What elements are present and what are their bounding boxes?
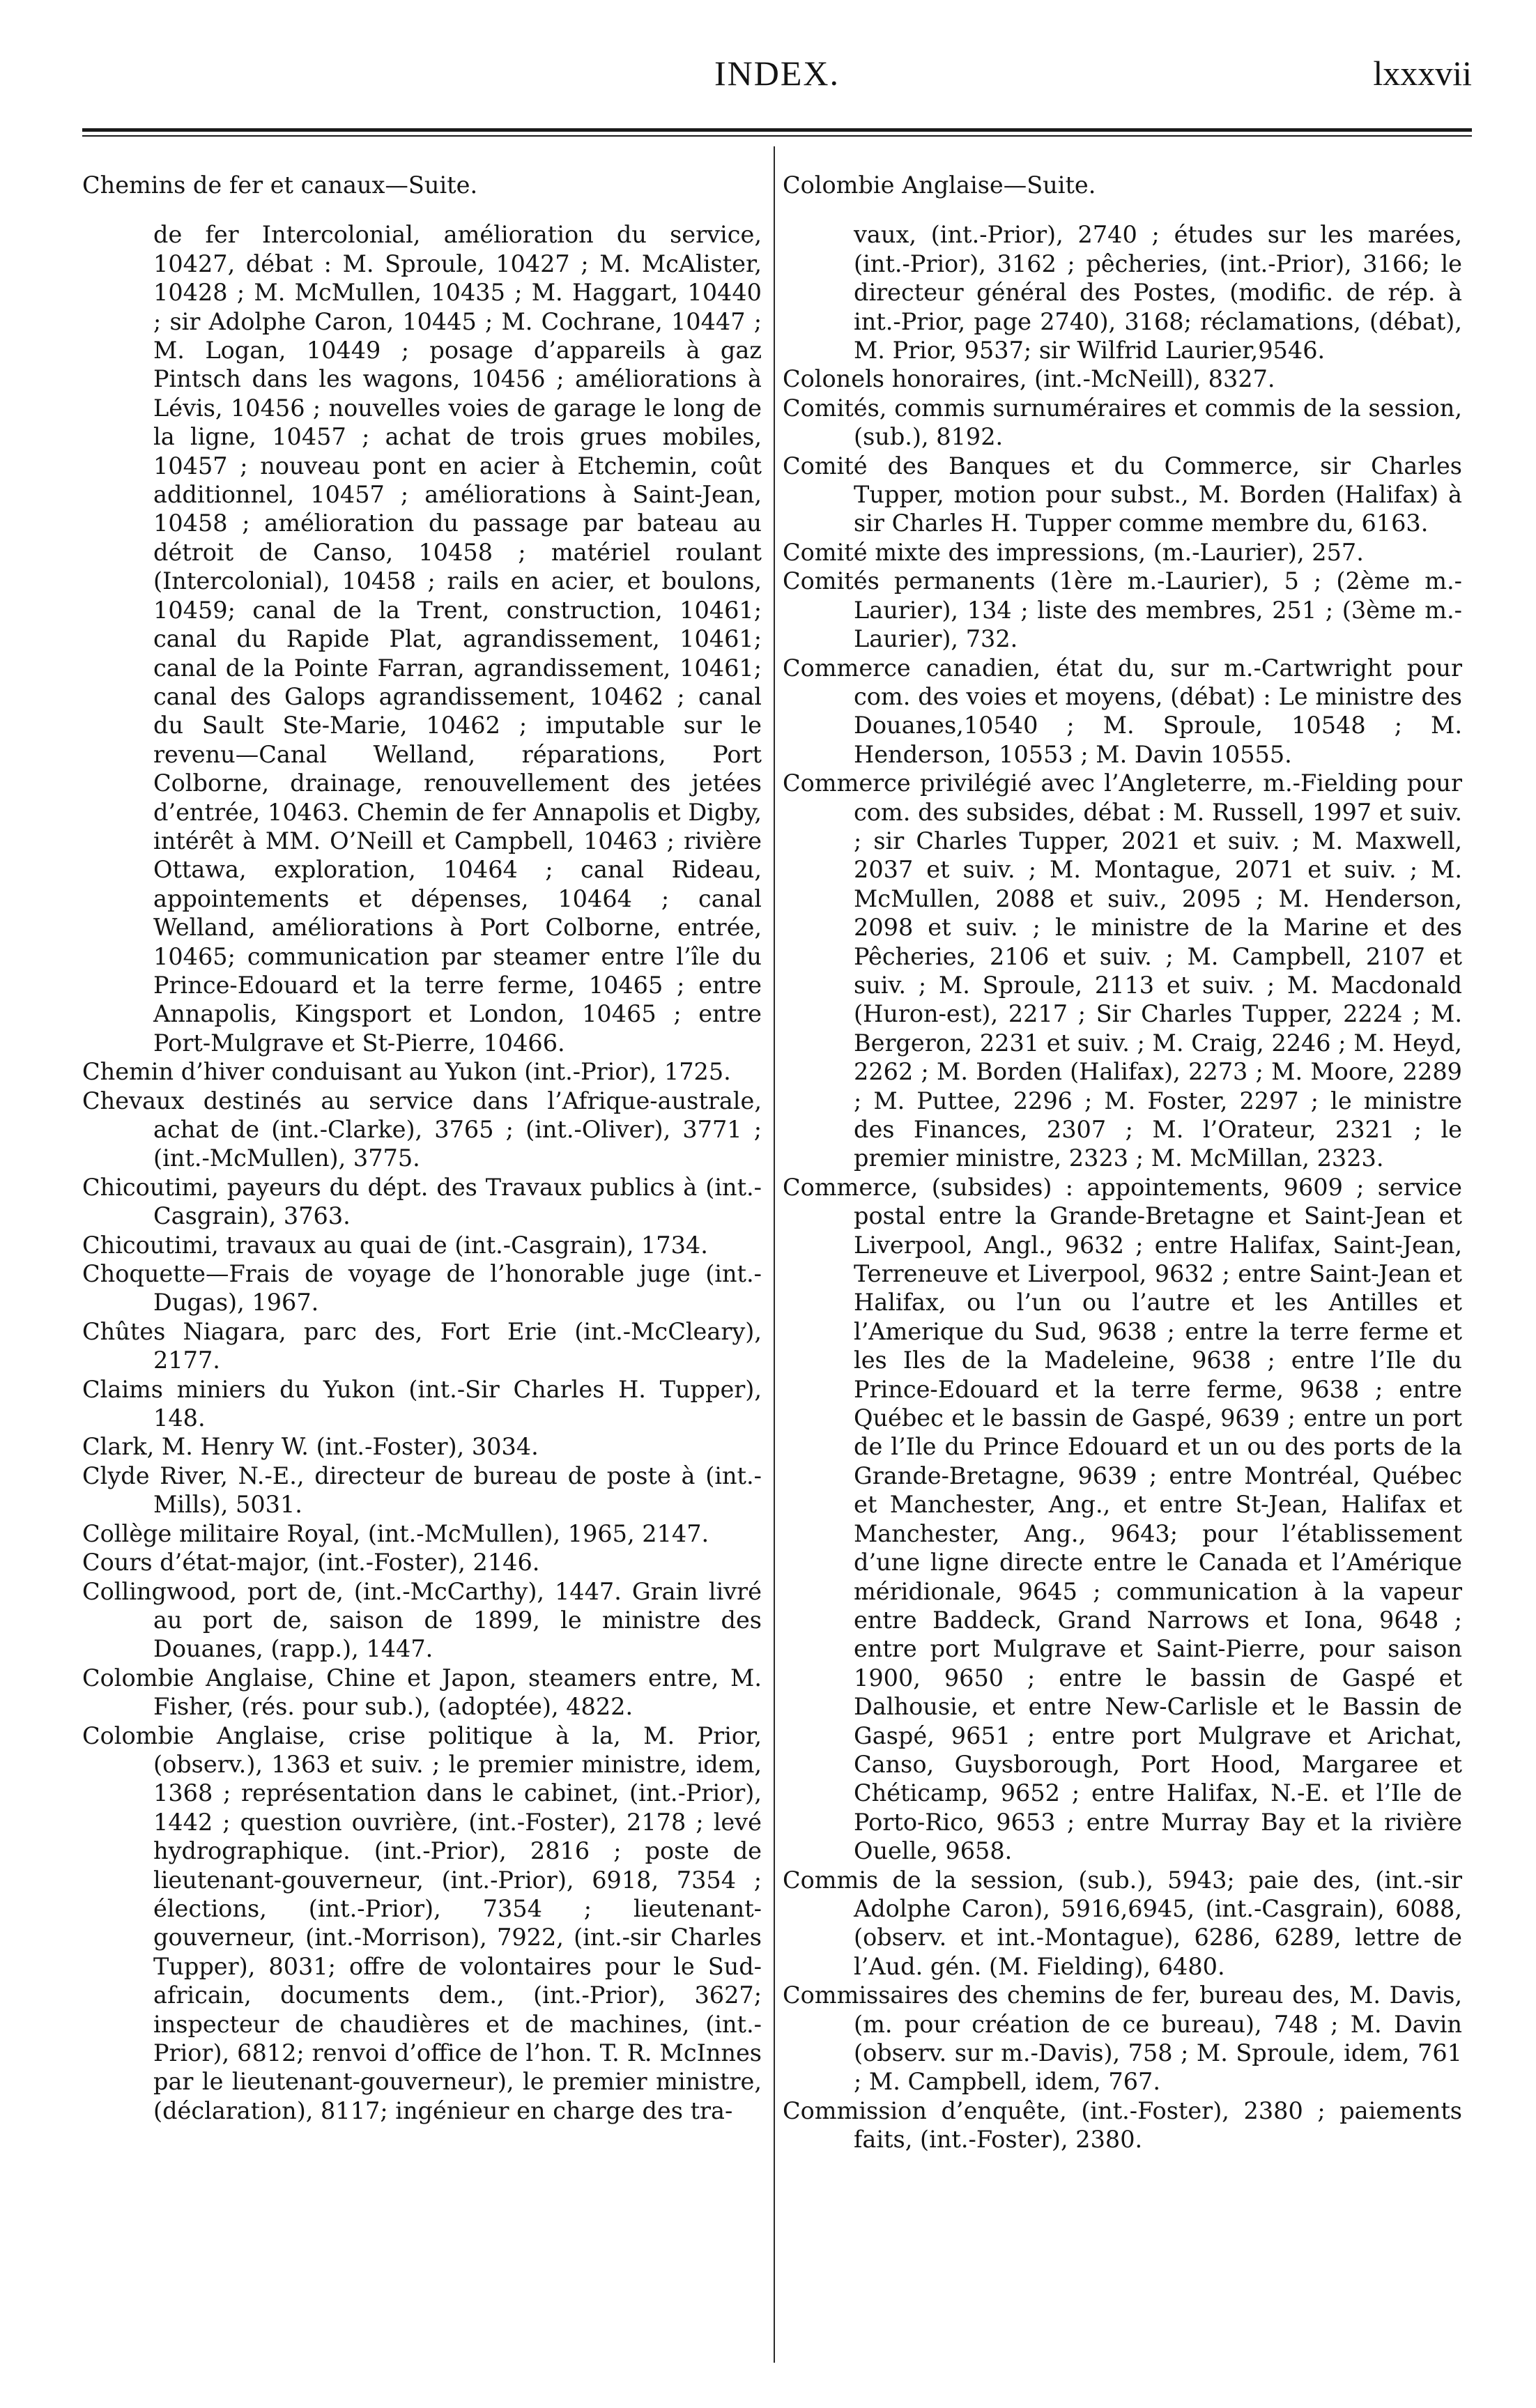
index-entry: Commissaires des chemins de fer, bureau des, M. Davis, (m. pour création de ce bureau), 748 ; M. Davin (observ. sur m.-Davis), 758 ; M. Sproule, idem, 761 ; M. Campbell, idem, 767.: [783, 1981, 1462, 2096]
index-entry: Chevaux destinés au service dans l’Afrique-australe, achat de (int.-Clarke), 3765 ; (int.-Oliver), 3771 ; (int.-McMullen), 3775.: [82, 1087, 762, 1172]
page-number: lxxxvii: [1373, 54, 1472, 93]
index-entry: Commission d’enquête, (int.-Foster), 2380 ; paiements faits, (int.-Foster), 2380.: [783, 2096, 1462, 2154]
index-entry: Commerce privilégié avec l’Angleterre, m.-Fielding pour com. des subsides, débat : M. Russell, 1997 et suiv. ; sir Charles Tupper, 2021 et suiv. ; M. Maxwell, 2037 et suiv. ; M. Montague, 2071 et suiv. ; M. McMullen, 2088 et suiv., 2095 ; M. Henderson, 2098 et suiv. ; le ministre de la Marine et des Pêcheries, 2106 et suiv. ; M. Campbell, 2107 et suiv. ; M. Sproule, 2113 et suiv. ; M. Macdonald (Huron-est), 2217 ; Sir Charles Tupper, 2224 ; M. Bergeron, 2231 et suiv. ; M. Craig, 2246 ; M. Heyd, 2262 ; M. Borden (Halifax), 2273 ; M. Moore, 2289 ; M. Puttee, 2296 ; M. Foster, 2297 ; le ministre des Finances, 2307 ; M. l’Orateur, 2321 ; le premier ministre, 2323 ; M. McMillan, 2323.: [783, 769, 1462, 1172]
index-entry: Commerce canadien, état du, sur m.-Cartwright pour com. des voies et moyens, (débat) : Le ministre des Douanes,10540 ; M. Sproule, 10548 ; M. Henderson, 10553 ; M. Davin 10555.: [783, 654, 1462, 768]
page-header: [82, 39, 1472, 102]
index-entry: Chicoutimi, payeurs du dépt. des Travaux publics à (int.-Casgrain), 3763.: [82, 1173, 762, 1230]
index-entry: Colonels honoraires, (int.-McNeill), 8327.: [783, 365, 1275, 393]
index-entry: Commis de la session, (sub.), 5943; paie des, (int.-sir Adolphe Caron), 5916,6945, (int.-Casgrain), 6088, (observ. et int.-Montague), 6286, 6289, lettre de l’Aud. gén. (M. Fielding), 6480.: [783, 1866, 1462, 1980]
index-entry: de fer Intercolonial, amélioration du service, 10427, débat : M. Sproule, 10427 ; M. McAlister, 10428 ; M. McMullen, 10435 ; M. Haggart, 10440 ; sir Adolphe Caron, 10445 ; M. Cochrane, 10447 ; M. Logan, 10449 ; posage d’appareils à gaz Pintsch dans les wagons, 10456 ; améliorations à Lévis, 10456 ; nouvelles voies de garage le long de la ligne, 10457 ; achat de trois grues mobiles, 10457 ; nouveau pont en acier à Etchemin, coût additionnel, 10457 ; améliorations à Saint-Jean, 10458 ; amélioration du passage par bateau au détroit de Canso, 10458 ; matériel roulant (Intercolonial), 10458 ; rails en acier, et boulons, 10459; canal de la Trent, construction, 10461; canal du Rapide Plat, agrandissement, 10461; canal de la Pointe Farran, agrandissement, 10461; canal des Galops agrandissement, 10462 ; canal du Sault Ste-Marie, 10462 ; imputable sur le revenu—Canal Welland, réparations, Port Colborne, drainage, renouvellement des jetées d’entrée, 10463. Chemin de fer Annapolis et Digby, intérêt à MM. O’Neill et Campbell, 10463 ; rivière Ottawa, exploration, 10464 ; canal Rideau, appointements et dépenses, 10464 ; canal Welland, améliorations à Port Colborne, entrée, 10465; communication par steamer entre l’île du Prince-Edouard et la terre ferme, 10465 ; entre Annapolis, Kingsport et London, 10465 ; entre Port-Mulgrave et St-Pierre, 10466.: [153, 221, 762, 1057]
index-entry: Collège militaire Royal, (int.-McMullen), 1965, 2147.: [82, 1519, 709, 1547]
index-entry: Chicoutimi, travaux au quai de (int.-Casgrain), 1734.: [82, 1231, 708, 1259]
index-entry: Collingwood, port de, (int.-McCarthy), 1447. Grain livré au port de, saison de 1899, le ministre des Douanes, (rapp.), 1447.: [82, 1577, 762, 1663]
index-entry: Clyde River, N.-E., directeur de bureau de poste à (int.-Mills), 5031.: [82, 1462, 762, 1519]
index-entry: Colombie Anglaise, Chine et Japon, steamers entre, M. Fisher, (rés. pour sub.), (adoptée), 4822.: [82, 1664, 762, 1721]
column-divider: [774, 146, 775, 2363]
left-column: [82, 171, 762, 2125]
index-entry: Colombie Anglaise, crise politique à la, M. Prior, (observ.), 1363 et suiv. ; le premier ministre, idem, 1368 ; représentation dans le cabinet, (int.-Prior), 1442 ; question ouvrière, (int.-Foster), 2178 ; levé hydrographique. (int.-Prior), 2816 ; poste de lieutenant-gouverneur, (int.-Prior), 6918, 7354 ; élections, (int.-Prior), 7354 ; lieutenant-gouverneur, (int.-Morrison), 7922, (int.-sir Charles Tupper), 8031; offre de volontaires pour le Sud-africain, documents dem., (int.-Prior), 3627; inspecteur de chaudières et de machines, (int.-Prior), 6812; renvoi d’office de l’hon. T. R. McInnes par le lieutenant-gouverneur), le premier ministre, (déclaration), 8117; ingénieur en charge des tra-: [82, 1721, 762, 2124]
header-rule-thick: [82, 128, 1472, 132]
index-entry: Chûtes Niagara, parc des, Fort Erie (int.-McCleary), 2177.: [82, 1317, 762, 1374]
index-entry: vaux, (int.-Prior), 2740 ; études sur les marées, (int.-Prior), 3162 ; pêcheries, (int.-Prior), 3166; le directeur général des Postes, (modific. de rép. à int.-Prior, page 2740), 3168; réclamations, (débat), M. Prior, 9537; sir Wilfrid Laurier,9546.: [854, 221, 1462, 365]
right-column-continuation-header: Colombie Anglaise—Suite.: [783, 171, 1096, 199]
running-title: INDEX.: [714, 54, 840, 93]
index-entry: Comités, commis surnuméraires et commis de la session, (sub.), 8192.: [783, 394, 1462, 451]
left-column-continuation-header: Chemins de fer et canaux—Suite.: [82, 171, 478, 199]
index-entry: Comités permanents (1ère m.-Laurier), 5 ; (2ème m.-Laurier), 134 ; liste des membres, 251 ; (3ème m.-Laurier), 732.: [783, 567, 1462, 653]
index-entry: Comité des Banques et du Commerce, sir Charles Tupper, motion pour subst., M. Borden (Halifax) à sir Charles H. Tupper comme membre du, 6163.: [783, 452, 1462, 537]
index-entry: Cours d’état-major, (int.-Foster), 2146.: [82, 1549, 540, 1577]
index-entry: Choquette—Frais de voyage de l’honorable juge (int.-Dugas), 1967.: [82, 1260, 762, 1317]
index-entry: Commerce, (subsides) : appointements, 9609 ; service postal entre la Grande-Bretagne et Saint-Jean et Liverpool, Angl., 9632 ; entre Halifax, Saint-Jean, Terreneuve et Liverpool, 9632 ; entre Saint-Jean et Halifax, ou l’un ou l’autre et les Antilles et l’Amerique du Sud, 9638 ; entre la terre ferme et les Iles de la Madeleine, 9638 ; entre l’Ile du Prince-Edouard et la terre ferme, 9638 ; entre Québec et le bassin de Gaspé, 9639 ; entre un port de l’Ile du Prince Edouard et un ou des ports de la Grande-Bretagne, 9639 ; entre Montréal, Québec et Manchester, Ang., et entre St-Jean, Halifax et Manchester, Ang., 9643; pour l’établissement d’une ligne directe entre le Canada et l’Amérique méridionale, 9645 ; communication à la vapeur entre Baddeck, Grand Narrows et Iona, 9648 ; entre port Mulgrave et Saint-Pierre, pour saison 1900, 9650 ; entre le bassin de Gaspé et Dalhousie, et entre New-Carlisle et le Bassin de Gaspé, 9651 ; entre port Mulgrave et Arichat, Canso, Guysborough, Port Hood, Margaree et Chéticamp, 9652 ; entre Halifax, N.-E. et l’Ile de Porto-Rico, 9653 ; entre Murray Bay et la rivière Ouelle, 9658.: [783, 1173, 1462, 1865]
index-entry: Chemin d’hiver conduisant au Yukon (int.-Prior), 1725.: [82, 1058, 731, 1086]
index-entry: Claims miniers du Yukon (int.-Sir Charles H. Tupper), 148.: [82, 1375, 762, 1432]
right-column: [783, 171, 1462, 2154]
index-entry: Clark, M. Henry W. (int.-Foster), 3034.: [82, 1433, 539, 1461]
header-rule-thin: [82, 135, 1472, 137]
index-entry: Comité mixte des impressions, (m.-Laurier), 257.: [783, 538, 1364, 566]
